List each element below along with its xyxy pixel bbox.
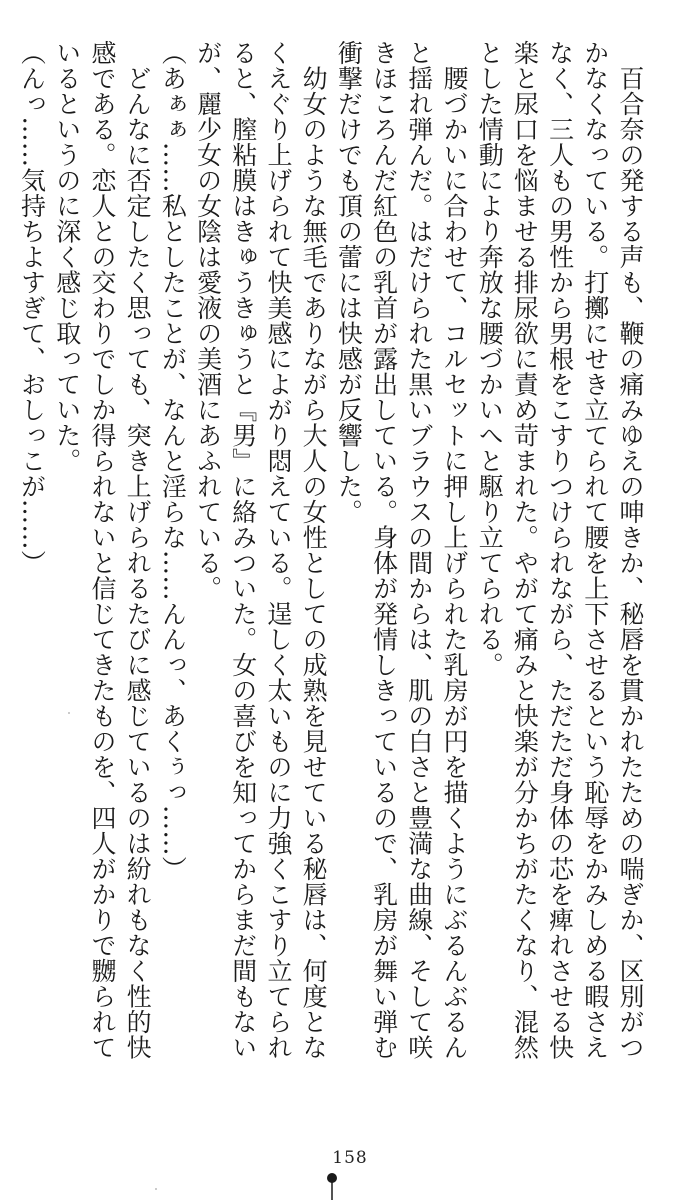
text-line: きほころんだ紅色の乳首が露出している。身体が発情しきっているので、乳房が舞い弾む [369, 40, 399, 1060]
scan-speck [155, 1188, 157, 1190]
scan-speck [68, 712, 70, 714]
text-line: なく、三人もの男性から男根をこすりつけられながら、ただただ身体の芯を痺れさせる快 [545, 40, 575, 1060]
text-line: 腰づかいに合わせて、コルセットに押し上げられた乳房が円を描くようにぶるんぶるん [439, 40, 469, 1060]
text-line: いるというのに深く感じ取っていた。 [52, 40, 82, 474]
text-line: くえぐり上げられて快美感によがり悶えている。逞しく太いものに力強くこすり立てられ [263, 40, 293, 1060]
text-line: どんなに否定したく思っても、突き上げられるたびに感じているのは紛れもなく性的快 [123, 40, 153, 1060]
text-line: 感である。恋人との交わりでしか得られないと信じてきたものを、四人がかりで嬲られて [87, 40, 117, 1060]
text-line: とした情動により奔放な腰づかいへと駆り立てられる。 [475, 40, 505, 678]
page-number: 158 [332, 1148, 368, 1168]
text-line: （んっ……気持ちよすぎて、おしっこが……） [17, 40, 47, 576]
binding-mark-icon [320, 1170, 344, 1200]
text-line: 衝撃だけでも頂の蕾には快感が反響した。 [334, 40, 364, 525]
text-line: 幼女のような無毛でありながら大人の女性としての成熟を見せている秘唇は、何度とな [299, 40, 329, 1060]
text-line: （あぁぁ……私としたことが、なんと淫らな……んんっ、あくぅっ……） [158, 40, 188, 882]
text-line: 百合奈の発する声も、鞭の痛みゆえの呻きか、秘唇を貫かれたための喘ぎか、区別がつ [616, 40, 645, 1060]
text-line: かなくなっている。打擲にせき立てられて腰を上下させるという恥辱をかみしめる暇さえ [580, 40, 610, 1060]
text-line: と揺れ弾んだ。はだけられた黒いブラウスの間からは、肌の白さと豊満な曲線、そして咲 [404, 40, 434, 1060]
body-text [17, 40, 648, 1120]
text-line: ると、膣粘膜はきゅうきゅうと『男』に絡みついた。女の喜びを知ってからまだ間もない [228, 40, 258, 1060]
text-line: 楽と尿口を悩ませる排尿欲に責め苛まれた。やがて痛みと快楽が分かちがたくなり、混然 [510, 40, 540, 1060]
text-line: が、麗少女の女陰は愛液の美酒にあふれている。 [193, 40, 223, 601]
